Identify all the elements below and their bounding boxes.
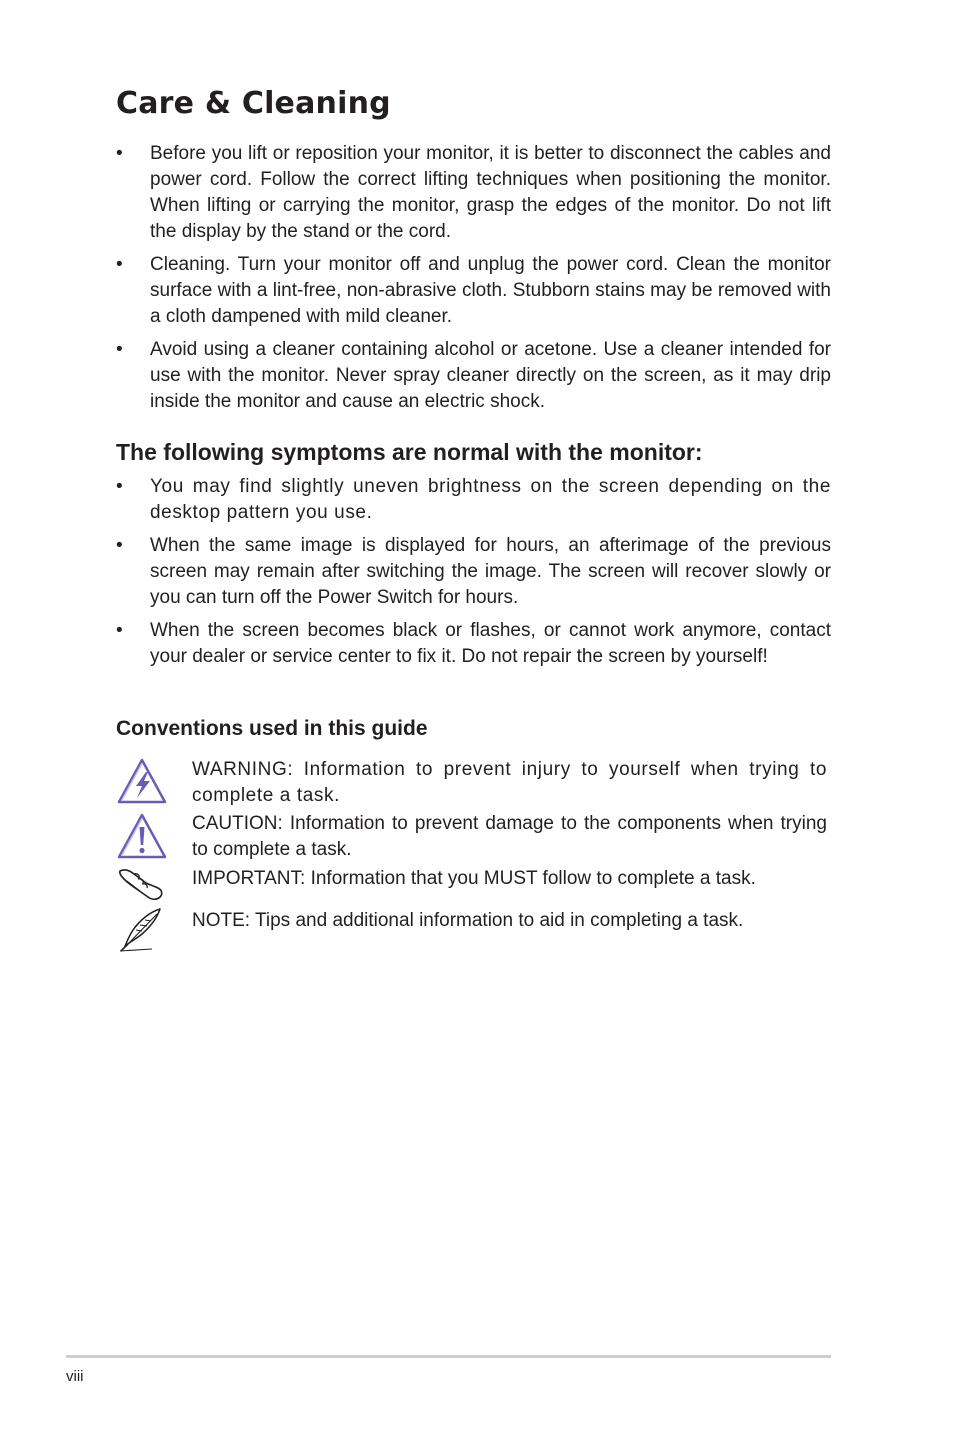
bullet-mark: • [116, 476, 124, 497]
care-bullet [116, 252, 831, 330]
care-bullet [116, 141, 831, 245]
important-text: IMPORTANT: Information that you MUST follow to complete a task. [192, 868, 756, 889]
note-quill-icon [116, 906, 164, 954]
care-bullet-text: Cleaning. Turn your monitor off and unplug the power cord. Clean the monitor surface with a lint-free, non-abrasive cloth. Stubborn stains may be removed with a cloth dampened with mild cleaner. [150, 254, 831, 327]
symptom-bullet-text: You may find slightly uneven brightness on the screen depending on the desktop pattern you use. [150, 476, 831, 523]
symptoms-list [116, 474, 831, 677]
symptom-bullet [116, 474, 831, 526]
footer-rule [66, 1355, 831, 1358]
caution-exclamation-icon [116, 812, 168, 860]
care-bullet [116, 337, 831, 415]
page-title: Care & Cleaning [116, 86, 391, 121]
symptom-bullet-text: When the screen becomes black or flashes, or cannot work anymore, contact your dealer or service center to fix it. Do not repair the screen by yourself! [150, 620, 831, 667]
bullet-mark: • [116, 620, 123, 641]
warning-lightning-icon [116, 757, 168, 805]
warning-text: WARNING: Information to prevent injury to yourself when trying to complete a task. [192, 759, 827, 806]
note-text: NOTE: Tips and additional information to aid in completing a task. [192, 910, 744, 931]
bullet-mark: • [116, 143, 123, 164]
conventions-heading: Conventions used in this guide [116, 717, 428, 740]
care-bullet-text: Avoid using a cleaner containing alcohol or acetone. Use a cleaner intended for use with the monitor. Never spray cleaner directly on the screen, as it may drip inside the monitor and cause an electric shock. [150, 339, 831, 412]
bullet-mark: • [116, 535, 123, 556]
caution-text: CAUTION: Information to prevent damage to the components when trying to complete a task. [192, 813, 827, 860]
symptom-bullet [116, 618, 831, 670]
page-number: viii [66, 1368, 84, 1385]
important-hand-icon [116, 866, 166, 902]
care-bullet-text: Before you lift or reposition your monitor, it is better to disconnect the cables and power cord. Follow the correct lifting techniques when positioning the monitor. When lifting or carrying the monitor, grasp the edges of the monitor. Do not lift the display by the stand or the cord. [150, 143, 831, 242]
bullet-mark: • [116, 254, 123, 275]
symptom-bullet-text: When the same image is displayed for hours, an afterimage of the previous screen may remain after switching the image. The screen will recover slowly or you can turn off the Power Switch for hours. [150, 535, 831, 608]
symptom-bullet [116, 533, 831, 611]
bullet-mark: • [116, 339, 123, 360]
care-list [116, 141, 831, 422]
symptoms-heading: The following symptoms are normal with the monitor: [116, 439, 703, 465]
